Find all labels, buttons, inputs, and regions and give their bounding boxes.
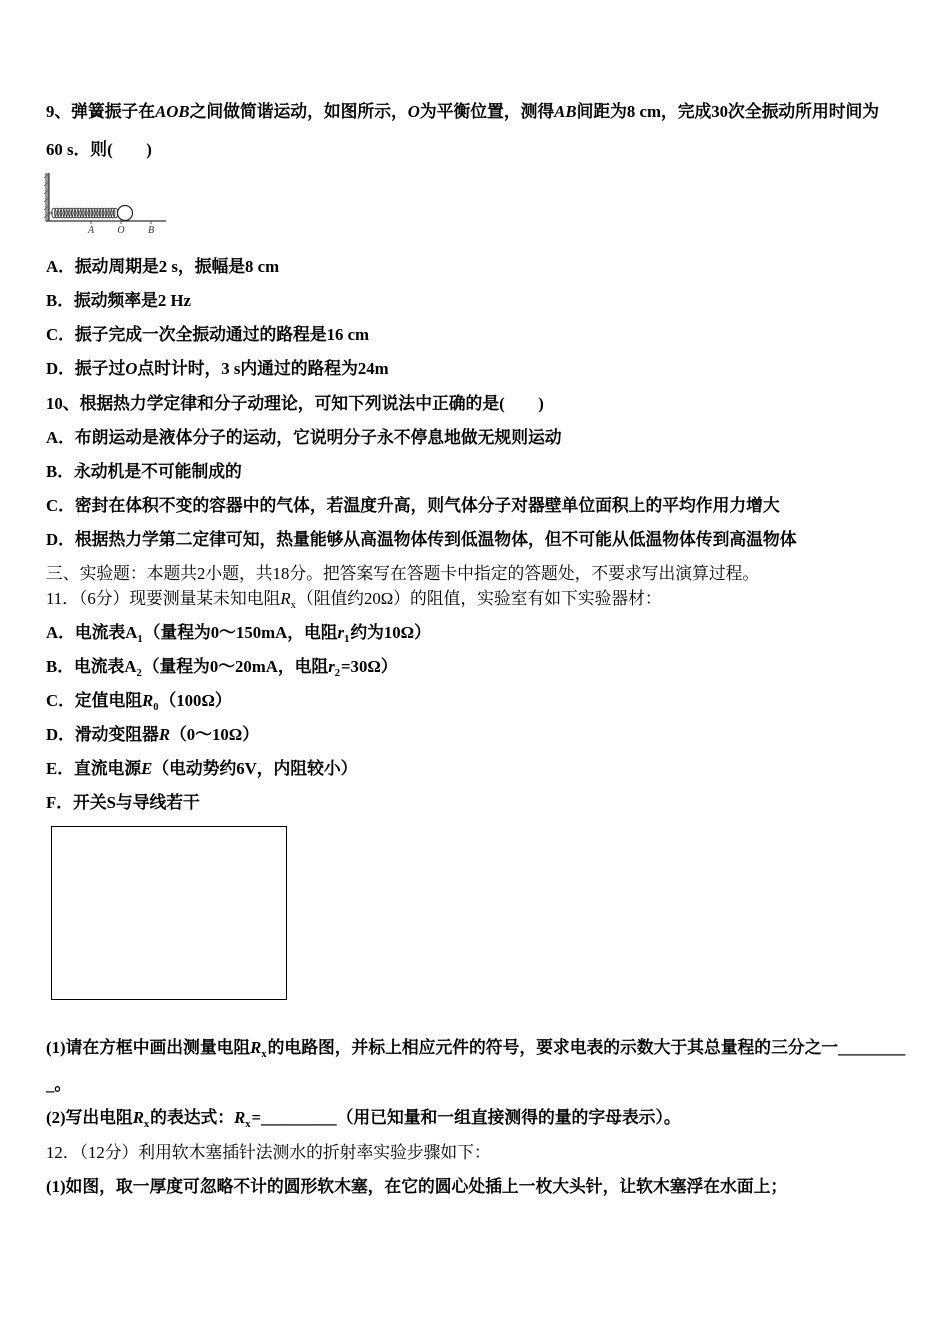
subscript: 1 xyxy=(344,634,350,645)
q12-part1: (1)如图，取一厚度可忽略不计的圆形软木塞，在它的圆心处插上一枚大头针，让软木塞浮在水面上； xyxy=(46,1177,788,1196)
spring-coil xyxy=(83,208,87,218)
part-text: (2)写出电阻 xyxy=(46,1108,133,1127)
subscript: x xyxy=(245,1119,251,1130)
symbol-r: r xyxy=(337,623,345,642)
spring-coil xyxy=(60,208,64,218)
option-text: 点时计时，3 s内通过的路程为24m xyxy=(137,359,389,378)
part-text: =_________（用已知量和一组直接测得的量的字母表示）。 xyxy=(251,1108,681,1127)
q9-stem-continued: 60 s．则( ) xyxy=(46,140,152,159)
spring-coil xyxy=(108,208,112,218)
subscript: 2 xyxy=(136,668,142,679)
q11-stem xyxy=(46,589,662,609)
q9-option-d xyxy=(46,359,389,379)
spring-coil xyxy=(57,208,61,218)
symbol-r: R xyxy=(142,691,154,710)
spring-coil xyxy=(63,208,67,218)
q11-option-b xyxy=(46,657,398,677)
spring xyxy=(49,208,118,218)
q11-option-d xyxy=(46,725,259,745)
subscript: x xyxy=(143,1119,150,1130)
q9-stem-text: 9、弹簧振子在 xyxy=(46,102,156,121)
spring-coil xyxy=(91,208,95,218)
q10-stem: 10、根据热力学定律和分子动理论，可知下列说法中正确的是( ) xyxy=(46,394,544,413)
q10-option-d: D．根据热力学第二定律可知，热量能够从高温物体传到低温物体，但不可能从低温物体传到高温物体 xyxy=(46,530,797,549)
symbol-e: E xyxy=(141,759,153,778)
q9-stem-text: 间距为8 cm，完成30次全振动所用时间为 xyxy=(576,102,880,121)
option-text: 约为10Ω） xyxy=(350,623,431,642)
q9-option-c: C．振子完成一次全振动通过的路程是16 cm xyxy=(46,325,370,344)
q10-option-a: A．布朗运动是液体分子的运动，它说明分子永不停息地做无规则运动 xyxy=(46,428,562,447)
subscript: x xyxy=(290,600,296,611)
spring-coil xyxy=(55,208,59,218)
q9-option-a: A．振动周期是2 s，振幅是8 cm xyxy=(46,257,280,276)
symbol-r: r xyxy=(328,657,335,676)
q11-part2 xyxy=(46,1108,681,1128)
q10-option-c: C．密封在体积不变的容器中的气体，若温度升高，则气体分子对器壁单位面积上的平均作用力增大 xyxy=(46,496,780,515)
subscript: x xyxy=(261,1049,267,1060)
subscript: 0 xyxy=(153,702,159,713)
q11-option-f: F．开关S与导线若干 xyxy=(46,793,200,812)
option-text: D．滑动变阻器 xyxy=(46,725,159,744)
spring-coil xyxy=(105,208,109,218)
part-text: (1)请在方框中画出测量电阻 xyxy=(46,1038,251,1057)
spring-coil xyxy=(97,208,101,218)
symbol-r: R xyxy=(132,1108,144,1127)
spring-coil xyxy=(111,208,115,218)
part-text: 的表达式： xyxy=(150,1108,235,1127)
q9-stem-ab: AB xyxy=(554,102,577,121)
spring-coil xyxy=(74,208,78,218)
option-text: C．定值电阻 xyxy=(46,691,143,710)
q9-stem-text: 为平衡位置，测得 xyxy=(419,102,555,121)
q11-option-e xyxy=(46,759,357,779)
ball xyxy=(118,206,133,221)
spring-coil xyxy=(77,208,81,218)
spring-coil xyxy=(94,208,98,218)
q11-option-a xyxy=(46,623,431,643)
spring-coil xyxy=(69,208,73,218)
option-text: （量程为0～20mA，电阻 xyxy=(142,657,329,676)
label-b: B xyxy=(147,225,155,236)
option-text: E．直流电源 xyxy=(46,759,142,778)
option-text: （0～10Ω） xyxy=(170,725,259,744)
spring-coil xyxy=(80,208,84,218)
spring-coil xyxy=(102,208,106,218)
label-a: A xyxy=(87,225,95,236)
q10-option-b: B．永动机是不可能制成的 xyxy=(46,462,242,481)
subscript: 2 xyxy=(334,668,340,679)
option-text: =30Ω） xyxy=(341,657,398,676)
option-text: （100Ω） xyxy=(159,691,232,710)
symbol-r: R xyxy=(280,589,291,608)
q9-stem-text: 之间做简谐运动，如图所示， xyxy=(189,102,408,121)
wall xyxy=(44,173,49,221)
q12-stem: 12．（12分）利用软木塞插针法测水的折射率实验步骤如下： xyxy=(46,1143,491,1162)
q11-part1-continued: _。 xyxy=(46,1075,72,1094)
circuit-answer-box xyxy=(51,826,287,1000)
spring-oscillator-figure xyxy=(42,168,172,236)
option-text: A．电流表A xyxy=(46,623,138,642)
option-text: （量程为0～150mA，电阻 xyxy=(143,623,338,642)
q11-option-c xyxy=(46,691,232,711)
option-text: D．振子过 xyxy=(46,359,126,378)
spring-coil xyxy=(71,208,75,218)
q9-stem-o: O xyxy=(407,102,420,121)
q9-stem xyxy=(46,102,879,122)
option-text: （电动势约6V，内阻较小） xyxy=(152,759,358,778)
spring-coil xyxy=(85,208,89,218)
q9-option-b: B．振动频率是2 Hz xyxy=(46,291,191,310)
q11-stem-text: 11．（6分）现要测量某未知电阻 xyxy=(46,589,281,608)
q11-part1 xyxy=(46,1038,905,1058)
subscript: 1 xyxy=(137,634,143,645)
symbol-r: R xyxy=(158,725,171,744)
spring-coil xyxy=(66,208,70,218)
option-symbol-o: O xyxy=(125,359,138,378)
option-text: B．电流表A xyxy=(46,657,137,676)
spring-coil xyxy=(99,208,103,218)
label-o: O xyxy=(117,225,125,236)
part-text: 的电路图，并标上相应元件的符号，要求电表的示数大于其总量程的三分之一________ xyxy=(267,1038,906,1057)
symbol-r: R xyxy=(234,1108,246,1127)
section-heading: 三、实验题：本题共2小题，共18分。把答案写在答题卡中指定的答题处，不要求写出演算过程。 xyxy=(46,564,760,583)
spring-coil xyxy=(88,208,92,218)
q9-stem-aob: AOB xyxy=(155,102,190,121)
q11-stem-text: （阻值约20Ω）的阻值，实验室有如下实验器材： xyxy=(296,589,662,608)
symbol-r: R xyxy=(250,1038,262,1057)
